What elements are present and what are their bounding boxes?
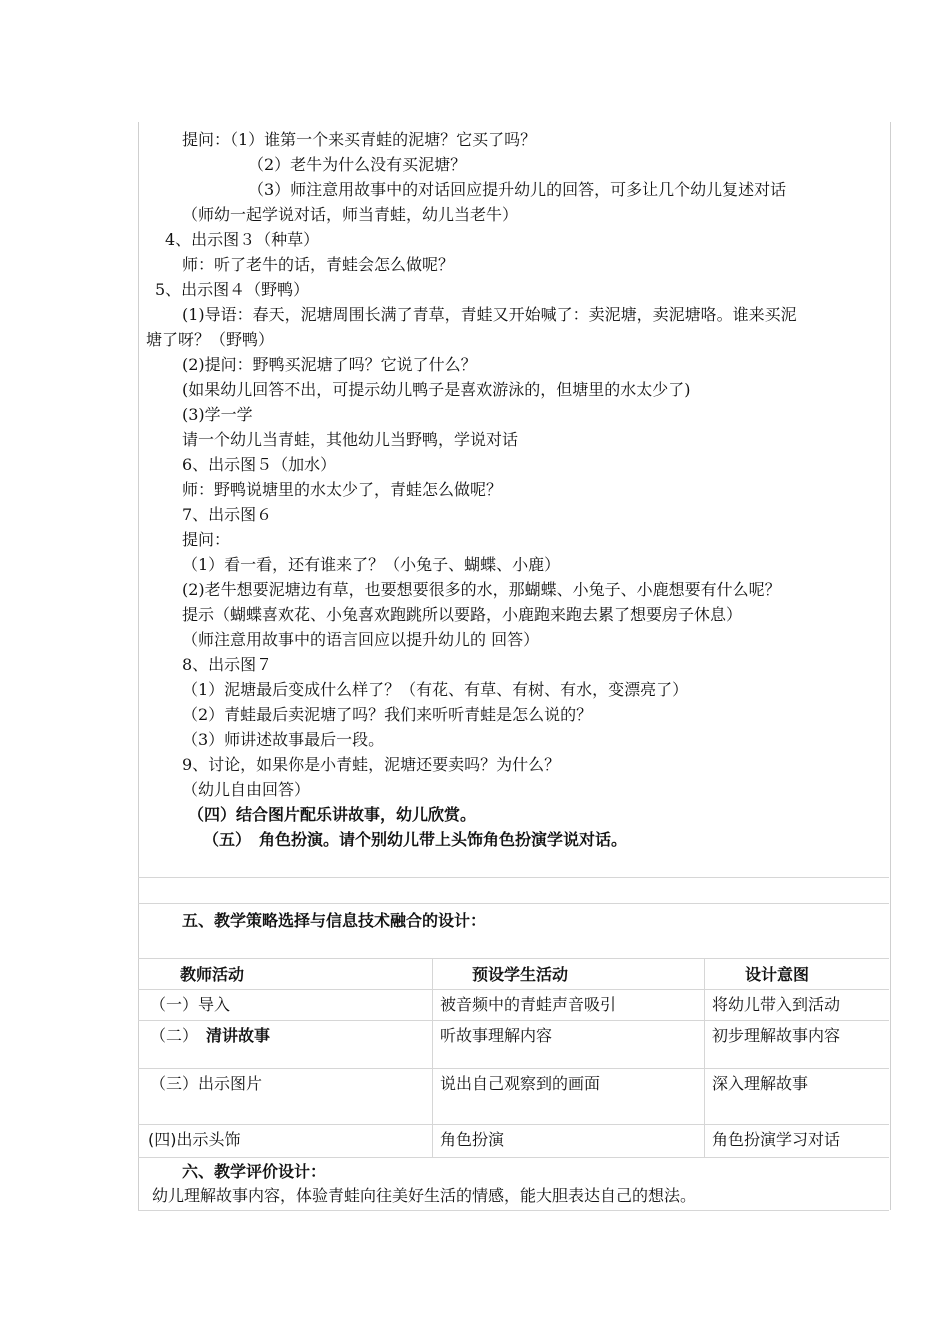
table-row-border (138, 1020, 889, 1021)
lesson-line: (1)导语：春天，泥塘周围长满了青草，青蛙又开始喊了：卖泥塘，卖泥塘咯。谁来买泥 (182, 305, 797, 324)
table-cell-text: 清讲故事 (206, 1026, 271, 1045)
table-col-divider (432, 958, 433, 1157)
lesson-line: 提问：（1）谁第一个来买青蛙的泥塘？它买了吗？ (182, 130, 537, 149)
section6-heading: 六、教学评价设计： (182, 1162, 327, 1181)
section6-text: 幼儿理解故事内容，体验青蛙向往美好生活的情感，能大胆表达自己的想法。 (152, 1186, 697, 1205)
lesson-line: (2)老牛想要泥塘边有草，也要想要很多的水，那蝴蝶、小兔子、小鹿想要有什么呢？ (182, 580, 781, 599)
table-cell: 被音频中的青蛙声音吸引 (440, 995, 617, 1014)
lesson-line: 7、出示图６ (182, 505, 273, 524)
lesson-line: （1）看一看，还有谁来了？（小兔子、蝴蝶、小鹿） (182, 555, 561, 574)
lesson-line: 6、出示图５（加水） (182, 455, 337, 474)
lesson-line: 4、出示图３（种草） (165, 230, 320, 249)
table-cell: (四)出示头饰 (148, 1130, 241, 1149)
table-cell: （三）出示图片 (150, 1074, 263, 1093)
table-header-teacher: 教师活动 (180, 965, 245, 984)
table-col-divider (704, 958, 705, 1157)
table-cell: （二） 清讲故事 (150, 1026, 271, 1045)
table-bottom-border (138, 1210, 889, 1211)
table-cell: 角色扮演 (440, 1130, 505, 1149)
lesson-line: （幼儿自由回答） (182, 780, 311, 799)
table-cell: （一）导入 (150, 995, 231, 1014)
divider (138, 877, 889, 878)
lesson-line: （2）老牛为什么没有买泥塘？ (248, 155, 467, 174)
lesson-line: （2）青蛙最后卖泥塘了吗？我们来听听青蛙是怎么说的？ (182, 705, 593, 724)
lesson-line: (3)学一学 (182, 405, 253, 424)
lesson-line: （3）师注意用故事中的对话回应提升幼儿的回答，可多让几个幼儿复述对话 (248, 180, 787, 199)
lesson-line: 提示（蝴蝶喜欢花、小兔喜欢跑跳所以要路，小鹿跑来跑去累了想要房子休息） (182, 605, 743, 624)
lesson-line: 师：听了老牛的话，青蛙会怎么做呢？ (182, 255, 455, 274)
lesson-line: (2)提问：野鸭买泥塘了吗？它说了什么？ (182, 355, 477, 374)
lesson-line: （师幼一起学说对话，师当青蛙，幼儿当老牛） (182, 205, 519, 224)
table-cell: 说出自己观察到的画面 (440, 1074, 601, 1093)
table-cell: 初步理解故事内容 (712, 1026, 841, 1045)
step-four: （四）结合图片配乐讲故事，幼儿欣赏。 (188, 805, 477, 824)
table-cell: 角色扮演学习对话 (712, 1130, 841, 1149)
lesson-line: （1）泥塘最后变成什么样了？（有花、有草、有树、有水，变漂亮了） (182, 680, 689, 699)
table-header-student: 预设学生活动 (472, 965, 569, 984)
lesson-line: 提问： (182, 530, 231, 549)
table-cell: 听故事理解内容 (440, 1026, 553, 1045)
lesson-line: (如果幼儿回答不出，可提示幼儿鸭子是喜欢游泳的，但塘里的水太少了) (182, 380, 691, 399)
lesson-line: （师注意用故事中的语言回应以提升幼儿的 回答） (182, 630, 540, 649)
lesson-line: 请一个幼儿当青蛙，其他幼儿当野鸭，学说对话 (182, 430, 519, 449)
lesson-line: 塘了呀？（野鸭） (146, 330, 275, 349)
table-bottom-border (138, 1157, 889, 1158)
table-row-border (138, 1124, 889, 1125)
lesson-line: 师：野鸭说塘里的水太少了，青蛙怎么做呢？ (182, 480, 503, 499)
section5-heading: 五、教学策略选择与信息技术融合的设计： (182, 911, 487, 930)
lesson-line: （3）师讲述故事最后一段。 (182, 730, 385, 749)
table-cell: 深入理解故事 (712, 1074, 809, 1093)
lesson-line: 9、讨论，如果你是小青蛙，泥塘还要卖吗？为什么？ (182, 755, 561, 774)
lesson-line: 8、出示图７ (182, 655, 273, 674)
divider (138, 903, 889, 904)
table-cell: 将幼儿带入到活动 (712, 995, 841, 1014)
table-top-border (138, 958, 889, 959)
table-row-border (138, 989, 889, 990)
lesson-line: 5、出示图４（野鸭） (155, 280, 310, 299)
table-header-intent: 设计意图 (745, 965, 810, 984)
table-row-border (138, 1068, 889, 1069)
step-five: （五） 角色扮演。请个别幼儿带上头饰角色扮演学说对话。 (203, 830, 628, 849)
